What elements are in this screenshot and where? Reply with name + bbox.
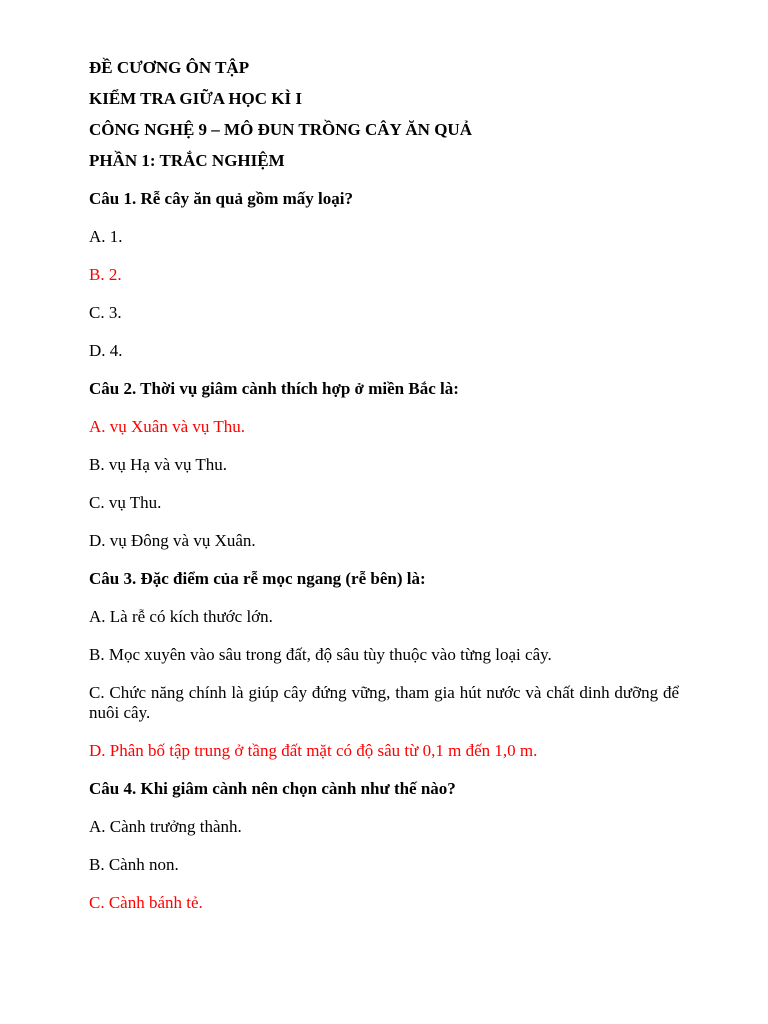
option-a: A. Là rễ có kích thước lớn. (89, 607, 273, 626)
doc-subtitle: KIỂM TRA GIỮA HỌC KÌ I (89, 89, 303, 108)
option-d: D. vụ Đông và vụ Xuân. (89, 531, 256, 550)
question-text: Câu 3. Đặc điểm của rễ mọc ngang (rễ bên) là: (89, 569, 426, 588)
option-b-correct: B. 2. (89, 265, 122, 284)
option-b: B. Cành non. (89, 855, 179, 874)
option-b: B. vụ Hạ và vụ Thu. (89, 455, 228, 474)
question-text: Câu 2. Thời vụ giâm cành thích hợp ở miền Bắc là: (89, 379, 459, 398)
document-body (89, 58, 679, 931)
option-c-correct: C. Cành bánh tẻ. (89, 893, 203, 912)
option-c: C. vụ Thu. (89, 493, 162, 512)
question-text: Câu 4. Khi giâm cành nên chọn cành như thế nào? (89, 779, 456, 798)
option-c: C. Chức năng chính là giúp cây đứng vững, tham gia hút nước và chất dinh dưỡng để nuôi cây. (89, 683, 679, 722)
option-d-correct: D. Phân bố tập trung ở tầng đất mặt có độ sâu từ 0,1 m đến 1,0 m. (89, 741, 538, 760)
option-a: A. 1. (89, 227, 123, 246)
document-header (89, 58, 679, 171)
option-d: D. 4. (89, 341, 123, 360)
doc-subject: CÔNG NGHỆ 9 – MÔ ĐUN TRỒNG CÂY ĂN QUẢ (89, 120, 472, 139)
question-4 (89, 779, 679, 913)
question-3 (89, 569, 679, 761)
option-b: B. Mọc xuyên vào sâu trong đất, độ sâu tùy thuộc vào từng loại cây. (89, 645, 552, 664)
doc-title: ĐỀ CƯƠNG ÔN TẬP (89, 58, 250, 77)
question-1 (89, 189, 679, 361)
option-a-correct: A. vụ Xuân và vụ Thu. (89, 417, 245, 436)
section-title: PHẦN 1: TRẮC NGHIỆM (89, 151, 285, 170)
option-c: C. 3. (89, 303, 122, 322)
question-2 (89, 379, 679, 551)
option-a: A. Cành trưởng thành. (89, 817, 242, 836)
question-text: Câu 1. Rễ cây ăn quả gồm mấy loại? (89, 189, 353, 208)
